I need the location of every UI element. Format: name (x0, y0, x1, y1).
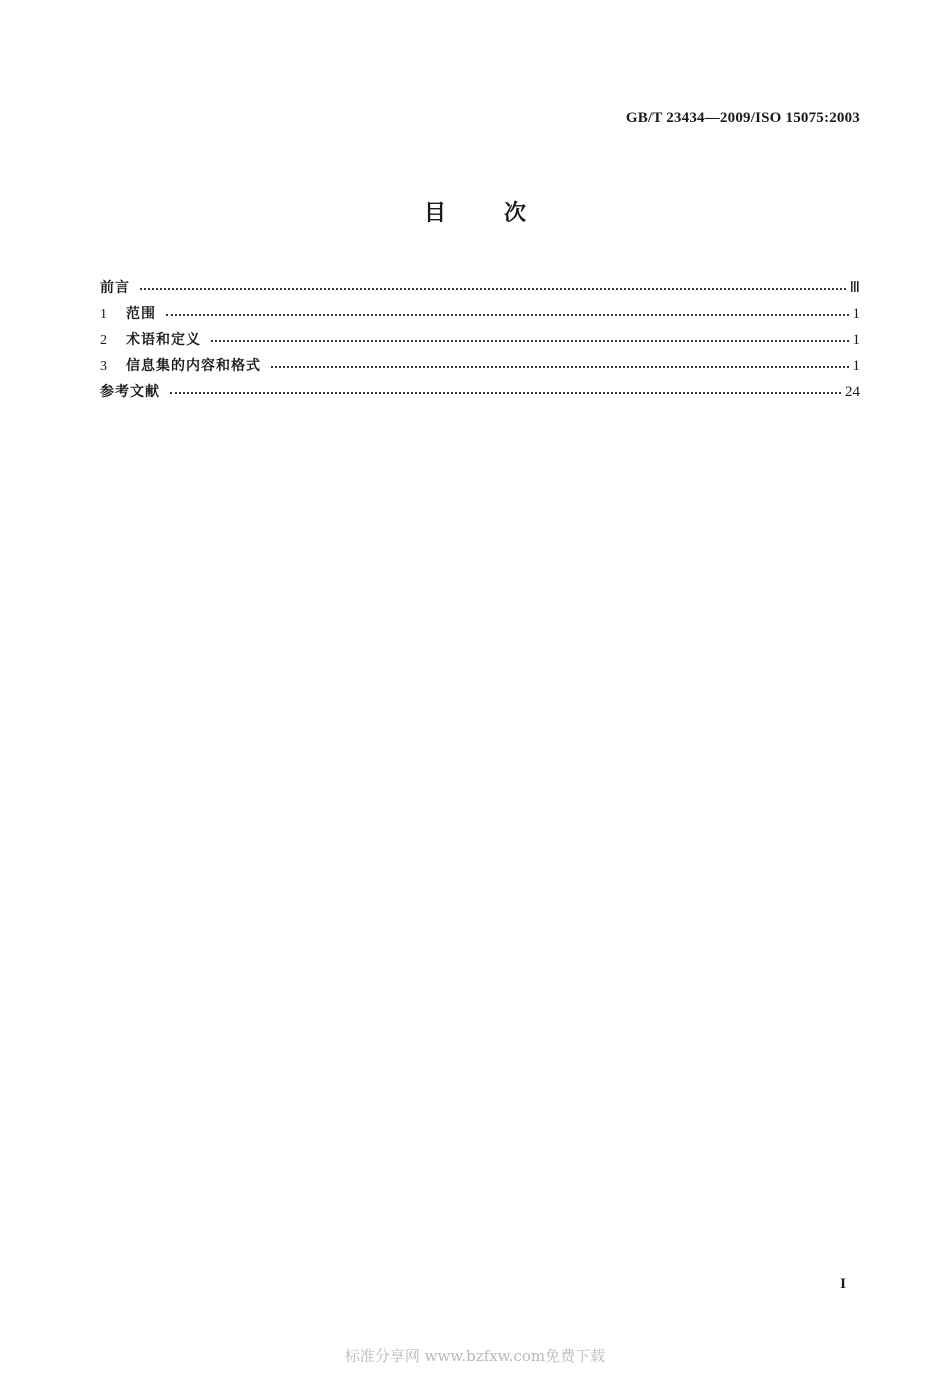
toc-entry-page: Ⅲ (849, 280, 860, 296)
toc-entry-label: 范围 (126, 306, 156, 322)
toc-entry-number: 1 (100, 307, 107, 322)
watermark-text: 标准分享网 www.bzfxw.com免费下载 (344, 1347, 606, 1365)
standard-code: GB/T 23434—2009/ISO 15075:2003 (625, 110, 860, 126)
toc-entry-page: 1 (852, 306, 860, 322)
toc-leader-dots (166, 304, 849, 318)
toc-entry-page: 1 (852, 358, 860, 374)
table-of-contents (100, 277, 860, 407)
toc-entry-terms[interactable] (100, 329, 860, 355)
toc-entry-number: 3 (100, 359, 107, 374)
page-title (0, 196, 950, 227)
toc-entry-scope[interactable] (100, 303, 860, 329)
toc-entry-page: 1 (852, 332, 860, 348)
toc-entry-number: 2 (100, 333, 107, 348)
toc-entry-foreword[interactable] (100, 277, 860, 303)
toc-entry-label: 信息集的内容和格式 (126, 358, 261, 374)
toc-leader-dots (211, 330, 849, 344)
toc-leader-dots (140, 278, 846, 292)
toc-entry-content-format[interactable] (100, 355, 860, 381)
toc-entry-label: 参考文献 (100, 384, 160, 400)
toc-entry-page: 24 (845, 384, 860, 400)
toc-entry-bibliography[interactable] (100, 381, 860, 407)
toc-leader-dots (271, 356, 849, 370)
toc-entry-label: 术语和定义 (126, 332, 201, 348)
page-title-char-2: 次 (504, 201, 527, 226)
page-number: I (840, 1276, 846, 1292)
page-title-char-1: 目 (423, 201, 446, 226)
toc-leader-dots (170, 382, 841, 396)
toc-entry-label: 前言 (100, 280, 130, 296)
